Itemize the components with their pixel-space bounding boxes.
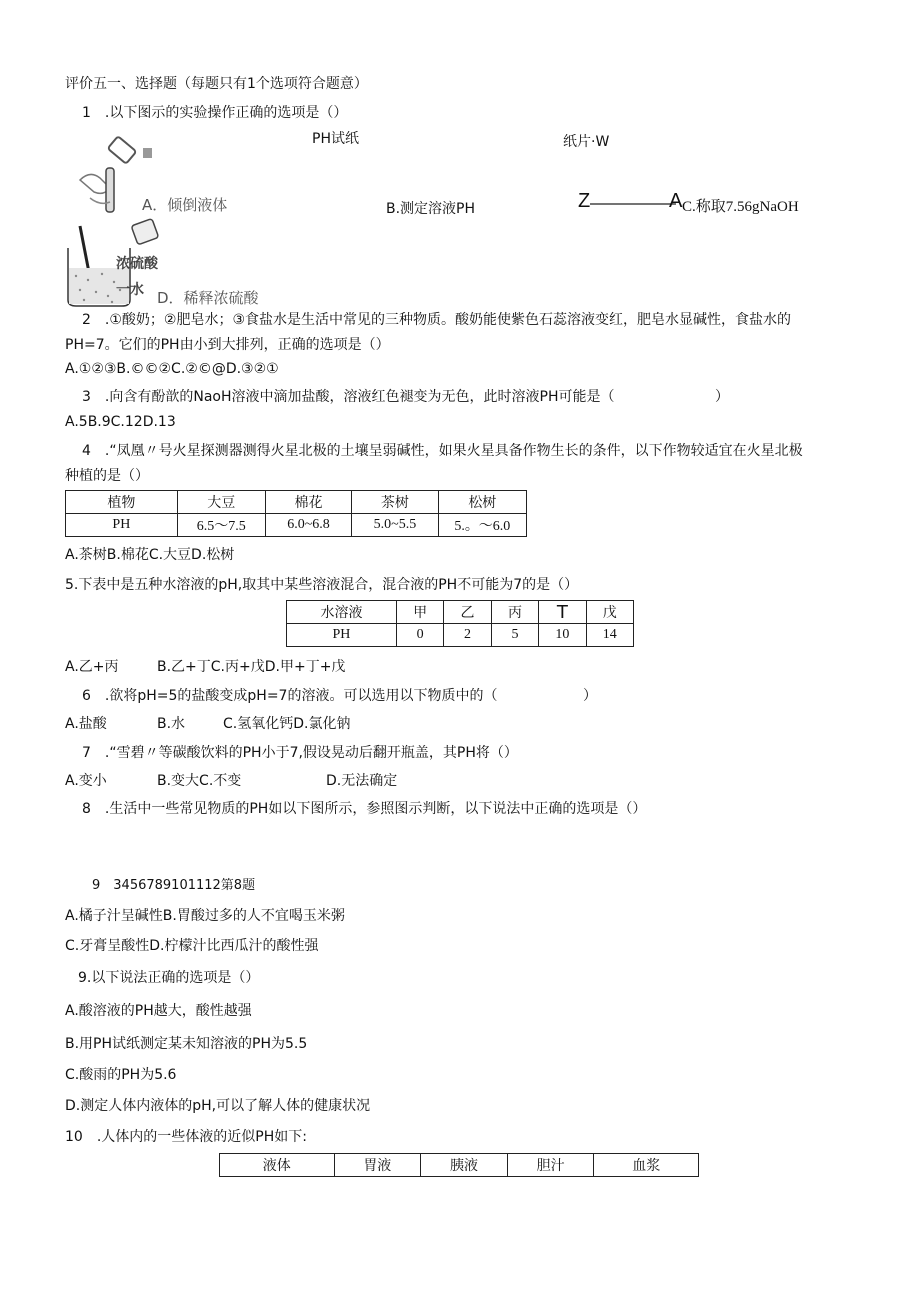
q1-option-d: D．稀释浓硫酸 xyxy=(157,289,259,307)
table-cell: 甲 xyxy=(396,601,443,624)
q6-option-a: A.盐酸 xyxy=(65,716,107,732)
table-row xyxy=(66,514,527,537)
q4-options: A.茶树B.棉花C.大豆D.松树 xyxy=(65,547,235,563)
q10-ph-table xyxy=(219,1153,699,1177)
table-cell: 5.0~5.5 xyxy=(352,514,438,537)
table-cell: 0 xyxy=(396,624,443,647)
table-cell: 6.0~6.8 xyxy=(265,514,351,537)
q7-options-bc: B.变大C.不变 xyxy=(157,773,242,789)
q6-close-paren: ） xyxy=(583,688,597,704)
q1-stem: 1 .以下图示的实验操作正确的选项是（） xyxy=(82,105,348,121)
table-cell: 棉花 xyxy=(265,491,351,514)
q8-ph-scale: 9 3456789101112第8题 xyxy=(92,878,256,893)
q7-option-a: A.变小 xyxy=(65,773,107,789)
section-title: 评价五一、选择题（每题只有1个选项符合题意） xyxy=(65,76,368,92)
q3-options: A.5B.9C.12D.13 xyxy=(65,414,176,430)
q8-stem: 8 .生活中一些常见物质的PH如以下图所示，参照图示判断，以下说法中正确的选项是（） xyxy=(82,801,647,817)
q5-ph-table xyxy=(286,600,634,647)
q1-option-a: A．倾倒液体 xyxy=(142,196,228,214)
q9-option-b: B.用PH试纸测定某未知溶液的PH为5.5 xyxy=(65,1036,308,1052)
q3-close-paren: ） xyxy=(715,389,729,405)
table-cell: 5.。〜6.0 xyxy=(438,514,526,537)
q1-a-label: A xyxy=(669,190,683,212)
table-cell: 14 xyxy=(586,624,633,647)
q2-line2: PH=7。它们的PH由小到大排列，正确的选项是（） xyxy=(65,337,390,353)
balance-line xyxy=(590,201,676,207)
q6-stem: 6 .欲将pH=5的盐酸变成pH=7的溶液。可以选用以下物质中的（ xyxy=(82,688,498,704)
q6-options-cd: C.氢氧化钙D.氯化钠 xyxy=(223,716,351,732)
q4-line1: 4 .“凤凰〃号火星探测器测得火星北极的土壤呈弱碱性，如果火星具备作物生长的条件，以下作物较适宜在火星北极 xyxy=(82,443,803,459)
q1-water-label: 一水 xyxy=(116,282,144,298)
table-cell: 6.5～7.5 xyxy=(177,514,265,537)
table-cell: 2 xyxy=(444,624,491,647)
q8-options-cd: C.牙膏呈酸性D.柠檬汁比西瓜汁的酸性强 xyxy=(65,938,319,954)
q4-ph-table xyxy=(65,490,527,537)
q1-option-b: B.测定溶液PH xyxy=(386,201,476,217)
table-cell: PH xyxy=(287,624,397,647)
q1-z-label: Z xyxy=(578,190,591,212)
table-header-row xyxy=(220,1154,699,1177)
q1-paper-w-label: 纸片·W xyxy=(563,134,610,150)
q3-stem: 3 .向含有酚歆的NaoH溶液中滴加盐酸，溶液红色褪变为无色，此时溶液PH可能是（ xyxy=(82,389,615,405)
table-cell: T xyxy=(539,601,586,624)
q5-stem: 5.下表中是五种水溶液的pH,取其中某些溶液混合，混合液的PH不可能为7的是（） xyxy=(65,577,579,593)
table-cell: 胰液 xyxy=(421,1154,508,1177)
table-cell: 植物 xyxy=(66,491,178,514)
q9-stem: 9.以下说法正确的选项是（） xyxy=(78,970,260,986)
q9-option-d: D.测定人体内液体的pH,可以了解人体的健康状况 xyxy=(65,1098,371,1114)
table-cell: 丙 xyxy=(491,601,538,624)
q6-option-b: B.水 xyxy=(157,716,186,732)
q5-options-bcd: B.乙+丁C.丙+戊D.甲+丁+戊 xyxy=(157,659,346,675)
q2-line1: 2 .①酸奶；②肥皂水；③食盐水是生活中常见的三种物质。酸奶能使紫色石蕊溶液变红，肥皂水显碱性，食盐水的 xyxy=(82,312,792,328)
q10-stem: 10 .人体内的一些体液的近似PH如下: xyxy=(65,1129,307,1145)
q9-option-a: A.酸溶液的PH越大，酸性越强 xyxy=(65,1003,252,1019)
q1-acid-label: 浓硫酸 xyxy=(116,256,158,272)
table-header-row xyxy=(66,491,527,514)
table-cell: 胆汁 xyxy=(507,1154,594,1177)
q1-option-c: C.称取7.56gNaOH xyxy=(682,199,799,215)
table-cell: 水溶液 xyxy=(287,601,397,624)
table-cell: 茶树 xyxy=(352,491,438,514)
table-cell: 5 xyxy=(491,624,538,647)
q7-stem: 7 .“雪碧〃等碳酸饮料的PH小于7,假设晃动后翻开瓶盖，其PH将（） xyxy=(82,745,518,761)
table-cell: 液体 xyxy=(220,1154,335,1177)
table-row xyxy=(287,624,634,647)
table-cell: 胃液 xyxy=(334,1154,421,1177)
q9-option-c: C.酸雨的PH为5.6 xyxy=(65,1067,177,1083)
table-cell: 乙 xyxy=(444,601,491,624)
q8-options-ab: A.橘子汁呈碱性B.胃酸过多的人不宜喝玉米粥 xyxy=(65,908,345,924)
table-cell: 戊 xyxy=(586,601,633,624)
table-cell: 大豆 xyxy=(177,491,265,514)
q1-ph-paper-label: PH试纸 xyxy=(312,131,359,147)
table-cell: PH xyxy=(66,514,178,537)
table-cell: 血浆 xyxy=(594,1154,699,1177)
q2-options: A.①②③B.©©②C.②©@D.③②① xyxy=(65,361,279,377)
q4-line2: 种植的是（） xyxy=(65,468,149,484)
q7-option-d: D.无法确定 xyxy=(326,773,398,789)
table-header-row xyxy=(287,601,634,624)
table-cell: 10 xyxy=(539,624,586,647)
q5-option-a: A.乙+丙 xyxy=(65,659,119,675)
table-cell: 松树 xyxy=(438,491,526,514)
